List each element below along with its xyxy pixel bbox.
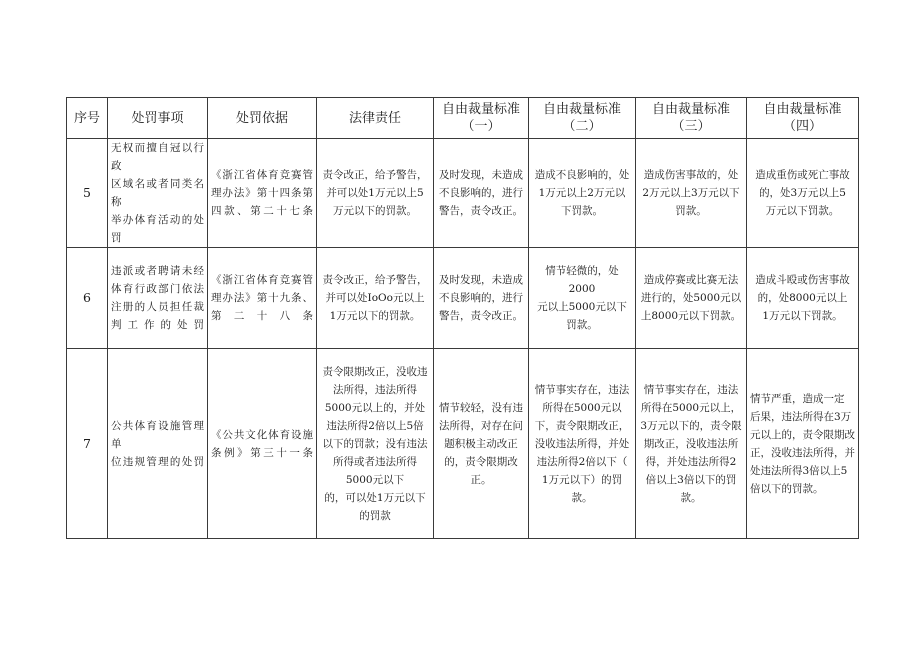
cell-line: 所得在5000元以上，: [640, 401, 742, 414]
row-liability: [317, 248, 434, 349]
cell-line: 位违规管理的处罚: [111, 455, 204, 468]
cell-line: 情节轻微的，处2000: [545, 265, 619, 295]
table-row: [67, 349, 859, 539]
cell-line: 举办体育活动的处罚: [111, 214, 204, 244]
header-standard-1-sub: （一）: [461, 119, 501, 134]
cell-line: 区域名或者同类名称: [111, 178, 204, 208]
cell-line: 造成停赛或比赛无法: [643, 274, 739, 286]
header-standard-1: [434, 98, 529, 139]
row-standard-3: [636, 349, 747, 539]
cell-line: 理办法》第十九条、: [211, 292, 313, 304]
cell-line: 警告，责令改正。: [439, 205, 523, 217]
cell-line: 1万元以下罚款。: [762, 310, 843, 322]
cell-line: 《浙江省体育竞赛管: [211, 169, 313, 181]
cell-line: 以下的罚款；没有违法: [322, 437, 428, 450]
row-seq: 7: [67, 349, 108, 539]
cell-line: 进行的，处5000元以: [640, 292, 742, 304]
cell-line: 责令限期改正，没收违: [322, 365, 428, 378]
cell-line: 并可以处1万元以上5: [326, 187, 424, 199]
cell-line: 条例》第三十一条: [211, 446, 313, 459]
header-standard-3-sub: （三）: [671, 119, 711, 134]
cell-line: 下罚款。: [561, 205, 603, 217]
cell-line: 的罚款: [359, 509, 391, 522]
header-seq: 序号: [67, 98, 108, 139]
row-seq: 5: [67, 139, 108, 248]
row-basis: [208, 139, 317, 248]
header-standard-3-title: 自由裁量标准: [651, 102, 730, 117]
row-standard-2: [529, 139, 636, 248]
cell-line: 情节事实存在，违法: [534, 383, 630, 396]
cell-line: 期改正，没收违法所: [643, 437, 739, 450]
cell-line: 万元以下的罚款。: [333, 205, 417, 217]
cell-line: 并可以处IoOo元以上: [325, 292, 425, 304]
cell-line: 造成不良影响的，处: [534, 169, 630, 181]
cell-line: 无权而擅自冠以行政: [111, 142, 204, 172]
cell-line: 违派或者聘请未经: [111, 265, 204, 277]
row-standard-4: [747, 139, 859, 248]
cell-line: 不良影响的，进行: [439, 292, 523, 304]
cell-line: 元以上的，责令限期改: [750, 428, 855, 441]
cell-line: 警告，责令改正。: [439, 310, 523, 322]
cell-line: 及时发现，未造成: [439, 274, 523, 286]
row-standard-4: [747, 349, 859, 539]
cell-line: 《公共文化体育设施: [211, 428, 313, 441]
header-item: 处罚事项: [108, 98, 208, 139]
cell-line: 款。: [680, 491, 702, 504]
header-standard-4: [747, 98, 859, 139]
header-standard-2-sub: （二）: [562, 119, 602, 134]
cell-line: 法所得，违法所得: [333, 383, 417, 396]
cell-line: 的，处3万元以上5: [759, 187, 846, 199]
cell-line: 体育行政部门依法: [111, 283, 204, 295]
header-standard-2: [529, 98, 636, 139]
cell-line: 造成斗殴或伤害事故: [755, 274, 850, 286]
table-header-row: [67, 98, 859, 139]
row-basis: [208, 248, 317, 349]
cell-line: 罚款。: [675, 205, 707, 217]
cell-line: 不良影响的，进行: [439, 187, 523, 199]
row-standard-2: [529, 349, 636, 539]
cell-line: 题积极主动改正: [444, 437, 518, 450]
cell-line: 注册的人员担任裁: [111, 301, 204, 313]
penalty-discretion-table: [66, 97, 859, 539]
row-standard-1: [434, 349, 529, 539]
cell-line: 情节事实存在，违法: [643, 383, 739, 396]
cell-line: 1万元以下）的罚: [541, 473, 623, 486]
row-standard-3: [636, 248, 747, 349]
cell-line: 《浙江省体育竞赛管: [211, 274, 313, 286]
cell-line: 1万元以上2万元以: [538, 187, 626, 199]
cell-line: 四款、第二十七条: [211, 205, 313, 217]
cell-line: 后果，违法所得在3万: [750, 410, 852, 423]
cell-line: 造成重伤或死亡事故: [755, 169, 850, 181]
row-standard-3: [636, 139, 747, 248]
cell-line: 款。: [571, 491, 593, 504]
cell-line: 判工作的处罚: [111, 319, 204, 331]
cell-line: 得，并处违法所得2: [645, 455, 737, 468]
header-standard-4-sub: （四）: [782, 119, 822, 134]
cell-line: 第二十八条: [211, 310, 313, 322]
cell-line: 公共体育设施管理单: [111, 419, 204, 450]
row-item: [108, 349, 208, 539]
header-standard-1-title: 自由裁量标准: [441, 102, 520, 117]
row-item: [108, 248, 208, 349]
cell-line: 5000元以下: [345, 473, 405, 486]
cell-line: 上8000元以下罚款。: [640, 310, 742, 322]
cell-line: 元以上5000元以下: [537, 301, 627, 313]
row-standard-2: [529, 248, 636, 349]
cell-line: 及时发现，未造成: [439, 169, 523, 181]
cell-line: 的，责令限期改: [444, 455, 518, 468]
cell-line: 情节较轻，没有违: [439, 401, 523, 414]
cell-line: 责令改正，给予警告，: [322, 274, 428, 286]
row-basis: [208, 349, 317, 539]
cell-line: 2万元以上3万元以下: [642, 187, 740, 199]
cell-line: 责令改正，给予警告，: [322, 169, 428, 181]
cell-line: 5000元以上的，并处: [324, 401, 426, 414]
row-item: [108, 139, 208, 248]
header-basis: 处罚依据: [208, 98, 317, 139]
cell-line: 1万元以下的罚款。: [329, 310, 421, 322]
cell-line: 所得在5000元以: [542, 401, 622, 414]
row-seq: 6: [67, 248, 108, 349]
cell-line: 造成伤害事故的，处: [643, 169, 739, 181]
cell-line: 正。: [470, 473, 492, 486]
cell-line: 处违法所得3倍以上5: [750, 464, 848, 477]
header-liability: 法律责任: [317, 98, 434, 139]
cell-line: 所得或者违法所得: [333, 455, 417, 468]
cell-line: 理办法》第十四条第: [211, 187, 313, 199]
cell-line: 罚款。: [566, 319, 598, 331]
cell-line: 倍以上3倍以下的罚: [645, 473, 737, 486]
row-liability: [317, 349, 434, 539]
table-row: [67, 248, 859, 349]
cell-line: 倍以下的罚款。: [750, 482, 824, 495]
row-standard-1: [434, 248, 529, 349]
cell-line: 3万元以下的，责令限: [640, 419, 742, 432]
row-standard-4: [747, 248, 859, 349]
table-row: [67, 139, 859, 248]
row-standard-1: [434, 139, 529, 248]
cell-line: 没收违法所得，并处: [534, 437, 630, 450]
cell-line: 违法所得2倍以下（: [536, 455, 628, 468]
cell-line: 下，责令限期改正，: [534, 419, 630, 432]
cell-line: 情节严重，造成一定: [750, 392, 845, 405]
cell-line: 万元以下罚款。: [765, 205, 840, 217]
row-liability: [317, 139, 434, 248]
header-standard-4-title: 自由裁量标准: [763, 102, 842, 117]
header-standard-2-title: 自由裁量标准: [542, 102, 621, 117]
header-standard-3: [636, 98, 747, 139]
cell-line: 的，可以处1万元以下: [324, 491, 426, 504]
cell-line: 违法所得2倍以上5倍: [326, 419, 424, 432]
cell-line: 法所得，对存在问: [439, 419, 523, 432]
cell-line: 正，没收违法所得，并: [750, 446, 855, 459]
cell-line: 的，处8000元以上: [757, 292, 848, 304]
